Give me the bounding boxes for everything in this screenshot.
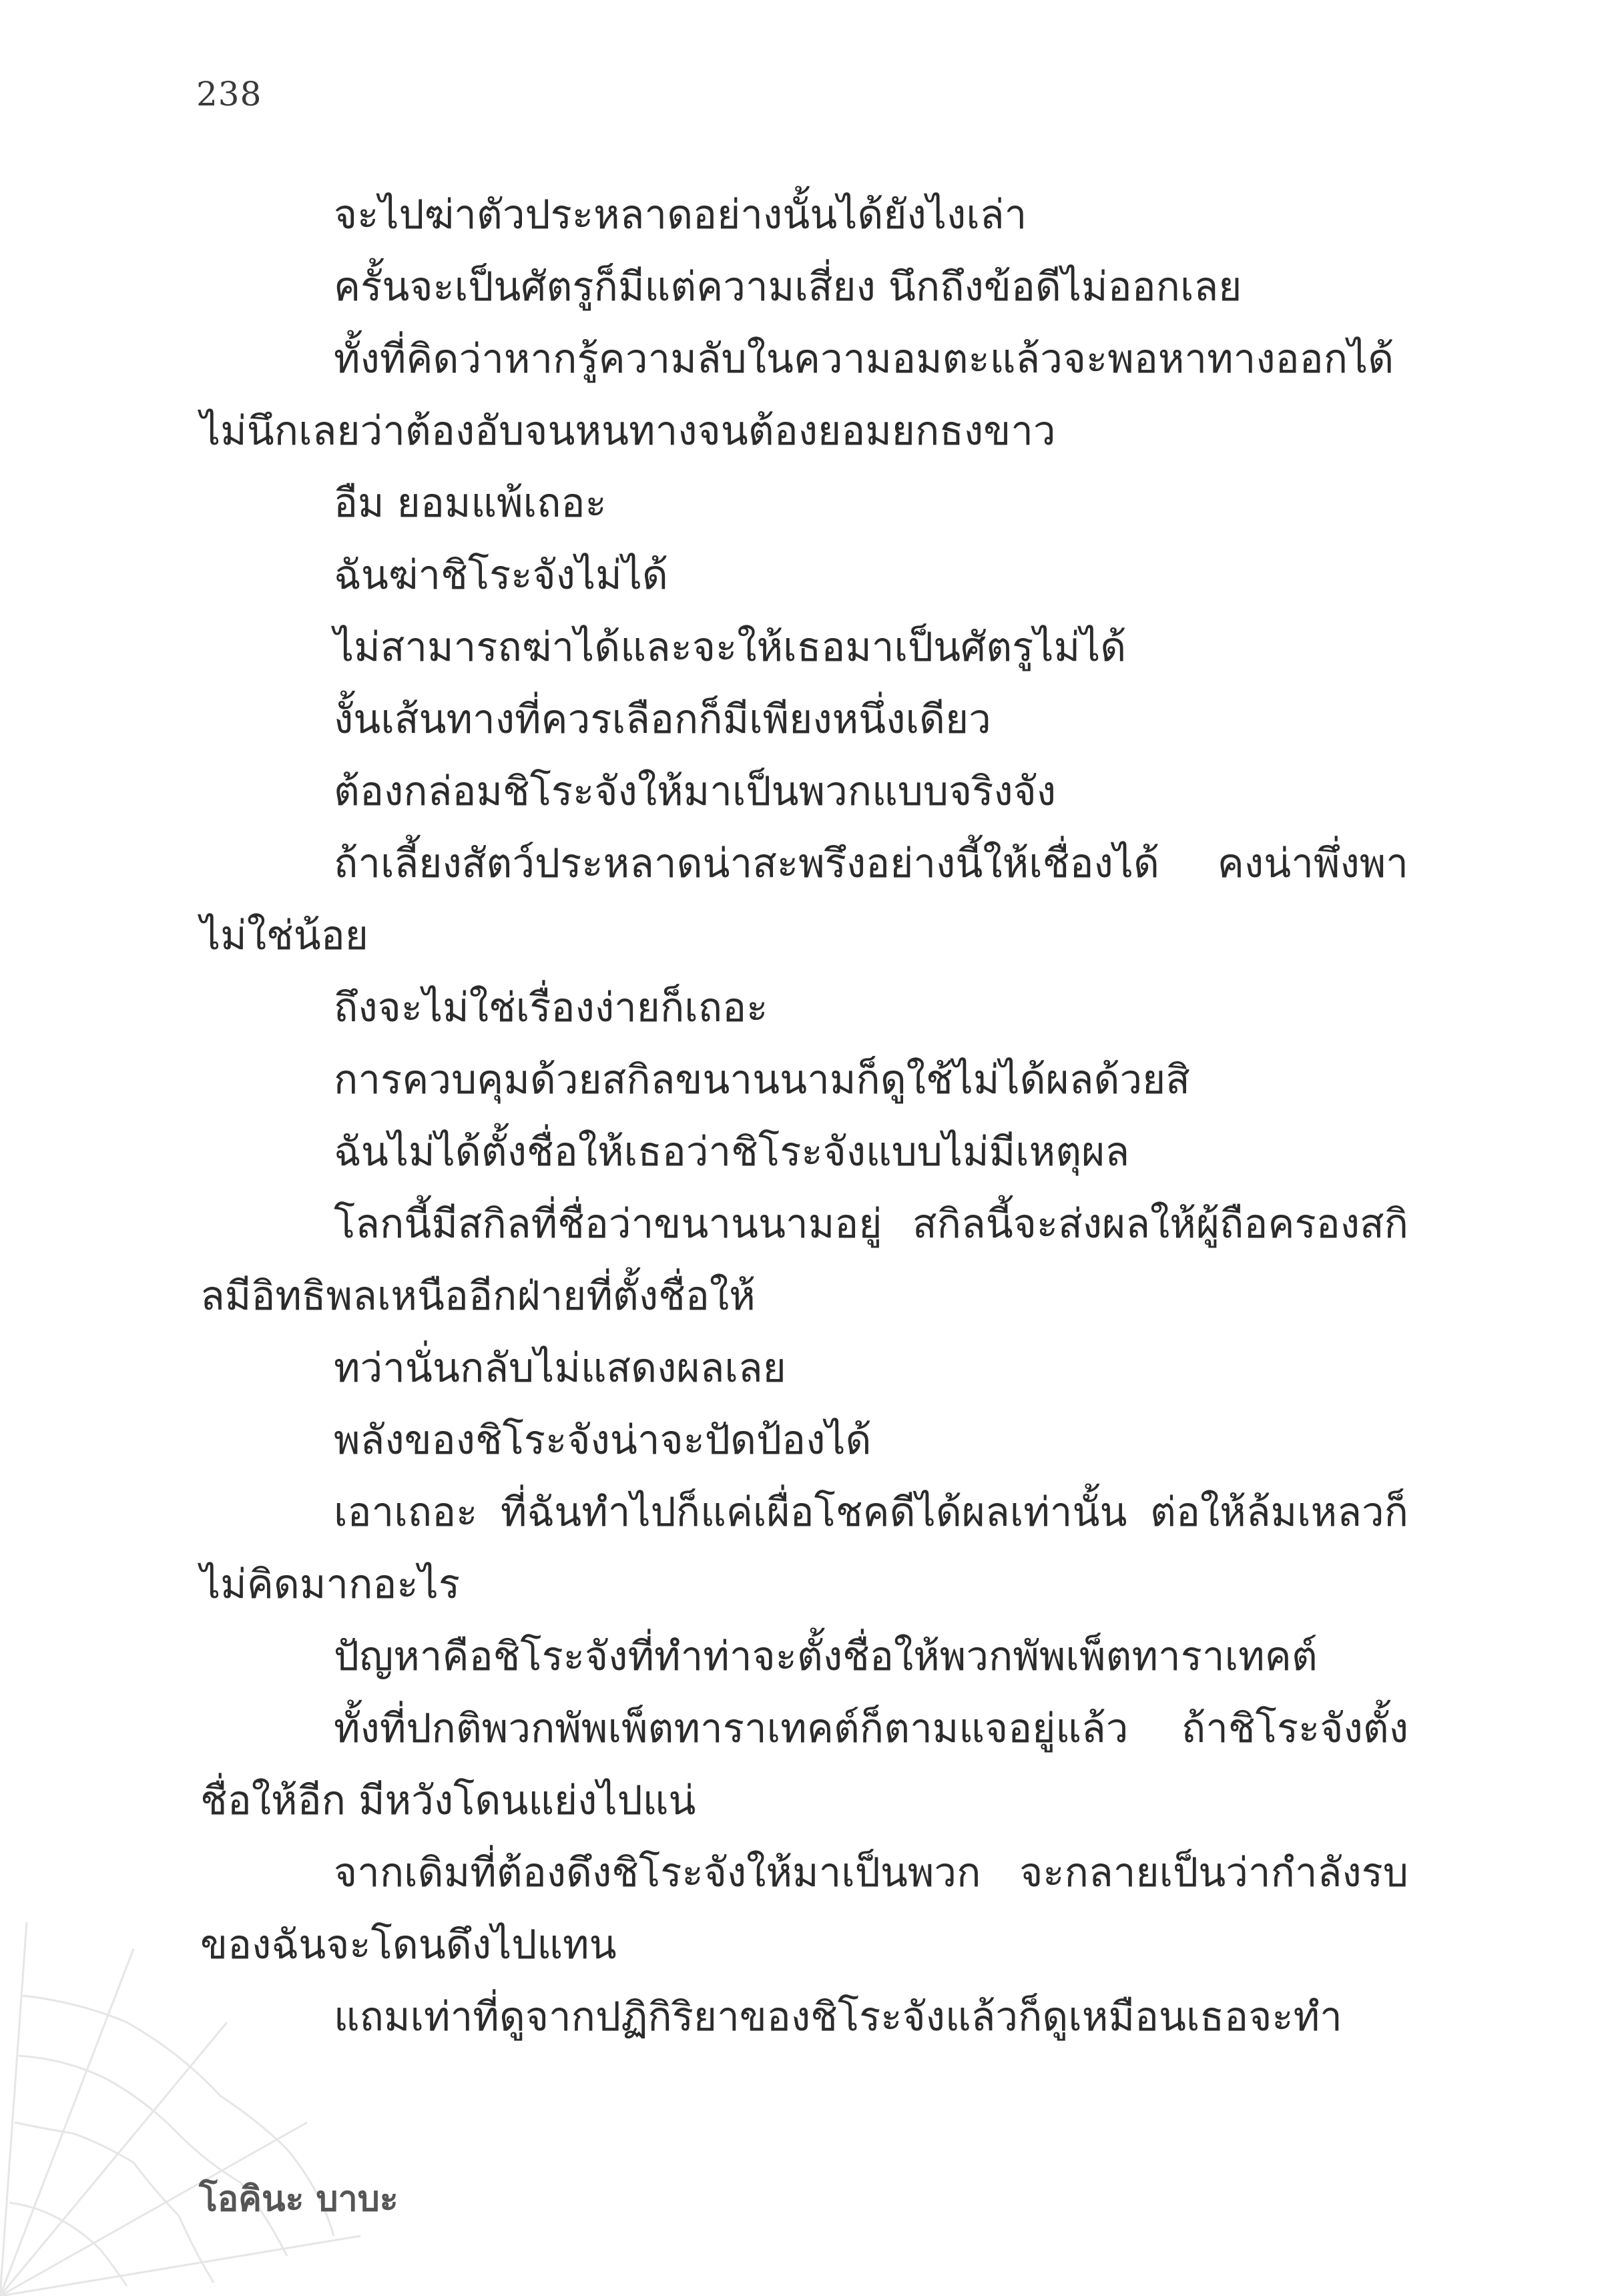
page-number: 238	[196, 75, 262, 113]
paragraph: โลกนี้มีสกิลที่ชื่อว่าขนานนามอยู่ สกิลนี้จะส่งผลให้ผู้ถือครองสกิลมีอิทธิพลเหนืออีกฝ่ายที่ตั้งชื่อให้	[200, 1201, 1408, 1320]
paragraph: ทว่านั่นกลับไม่แสดงผลเลย	[334, 1345, 786, 1392]
paragraph: แถมเท่าที่ดูจากปฏิกิริยาของชิโระจังแล้วก็ดูเหมือนเธอจะทำ	[334, 1994, 1342, 2040]
paragraph: ทั้งที่คิดว่าหากรู้ความลับในความอมตะแล้วจะพอหาทางออกได้ ไม่นึกเลยว่าต้องอับจนหนทางจนต้องยอมยกธงขาว	[200, 336, 1394, 455]
paragraph: ปัญหาคือชิโระจังที่ทำท่าจะตั้งชื่อให้พวกพัพเพ็ตทาราเทคต์	[334, 1633, 1318, 1680]
paragraph: ไม่สามารถฆ่าได้และจะให้เธอมาเป็นศัตรูไม่ได้	[334, 624, 1127, 671]
paragraph: เอาเถอะ ที่ฉันทำไปก็แค่เผื่อโชคดีได้ผลเท่านั้น ต่อให้ล้มเหลวก็ไม่คิดมากอะไร	[200, 1489, 1408, 1608]
paragraph: ทั้งที่ปกติพวกพัพเพ็ตทาราเทคต์ก็ตามแจอยู่แล้ว ถ้าชิโระจังตั้งชื่อให้อีก มีหวังโดนแย่งไปแน่	[200, 1705, 1408, 1824]
body-text	[200, 179, 1408, 2053]
paragraph: การควบคุมด้วยสกิลขนานนามก็ดูใช้ไม่ได้ผลด้วยสิ	[334, 1057, 1190, 1103]
paragraph: งั้นเส้นทางที่ควรเลือกก็มีเพียงหนึ่งเดียว	[334, 696, 991, 743]
paragraph: ฉันฆ่าชิโระจังไม่ได้	[334, 552, 668, 599]
paragraph: พลังของชิโระจังน่าจะปัดป้องได้	[334, 1417, 872, 1464]
paragraph: ถึงจะไม่ใช่เรื่องง่ายก็เถอะ	[334, 984, 768, 1031]
paragraph: อืม ยอมแพ้เถอะ	[334, 480, 607, 527]
paragraph: ฉันไม่ได้ตั้งชื่อให้เธอว่าชิโระจังแบบไม่มีเหตุผล	[334, 1129, 1130, 1175]
paragraph: จากเดิมที่ต้องดึงชิโระจังให้มาเป็นพวก จะกลายเป็นว่ากำลังรบของฉันจะโดนดึงไปแทน	[200, 1849, 1408, 1968]
paragraph: ถ้าเลี้ยงสัตว์ประหลาดน่าสะพรึงอย่างนี้ให้เชื่องได้ คงน่าพึ่งพาไม่ใช่น้อย	[200, 840, 1408, 959]
paragraph: ต้องกล่อมชิโระจังให้มาเป็นพวกแบบจริงจัง	[334, 768, 1057, 815]
paragraph: จะไปฆ่าตัวประหลาดอย่างนั้นได้ยังไงเล่า	[334, 192, 1027, 238]
footer-author-title: โอคินะ บาบะ	[199, 2179, 398, 2219]
paragraph: ครั้นจะเป็นศัตรูก็มีแต่ความเสี่ยง นึกถึงข้อดีไม่ออกเลย	[334, 264, 1242, 310]
